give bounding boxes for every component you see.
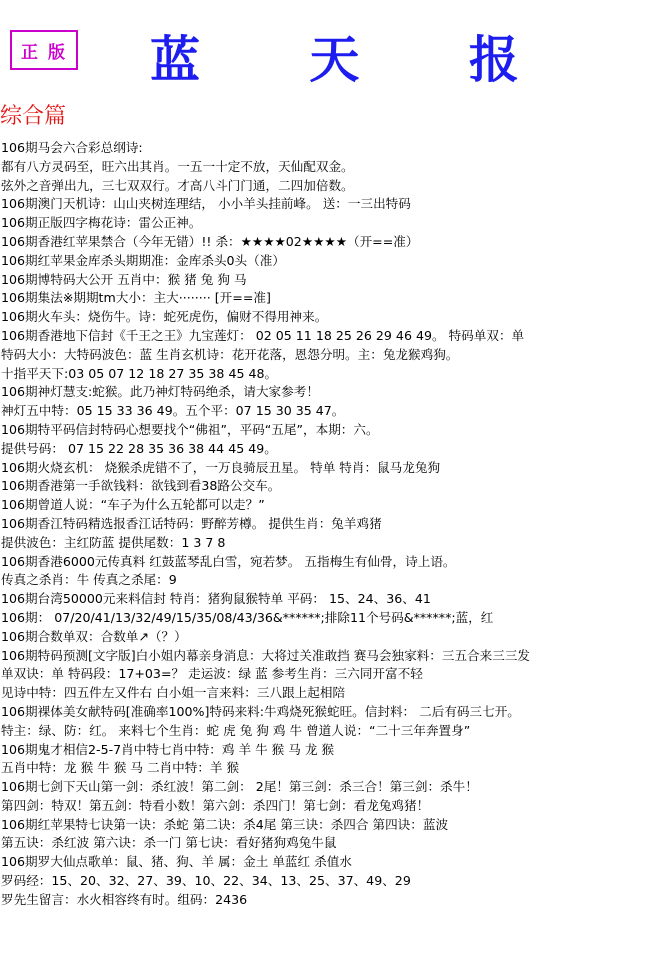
text-line: 106期香港第一手欲钱料：欲钱到看38路公交车。 [1,478,281,494]
text-line: 106期红苹果金库杀头期期准：金库杀头0头（准） [1,252,285,268]
text-line: 提供波色：主红防蓝 提供尾数：1 3 7 8 [1,534,226,550]
text-line: 106期鬼才相信2-5-7肖中特七肖中特：鸡 羊 牛 猴 马 龙 猴 [1,741,335,757]
text-line: 特主：绿、防：红。 来料七个生肖：蛇 虎 兔 狗 鸡 牛 曾道人说：“二十三年奔置身” [1,722,471,738]
text-line: 弦外之音弹出九，三七双双行。才高八斗门门通，二四加倍数。 [1,177,354,193]
text-line: 106期香港红苹果禁合（今年无错）!! 杀：★★★★02★★★★（开==准） [1,233,419,249]
text-line: 第四剑：特双！第五剑：特看小数！第六剑：杀四门！第七剑：看龙兔鸡猪！ [1,797,430,813]
text-line: 十指平天下:03 05 07 12 18 27 35 38 45 48。 [1,365,278,381]
text-line: 106期正版四字梅花诗：雷公正神。 [1,215,202,231]
authentic-badge: 正 版 [10,30,78,70]
text-line: 106期马会六合彩总纲诗: [1,140,143,155]
section-heading: 综合篇 [0,104,67,129]
text-line: 都有八方灵码至，旺六出其肖。一五一十定不放，天仙配双金。 [1,158,354,174]
text-line: 第五诀：杀红波 第六诀：杀一门 第七诀：看好猪狗鸡兔牛鼠 [1,835,337,851]
text-line: 特码大小：大特码波色：蓝 生肖玄机诗：花开花落，恩怨分明。主：兔龙猴鸡狗。 [1,346,459,362]
text-line: 106期罗大仙点歌单：鼠、猪、狗、羊 属：金土 单蓝红 杀值水 [1,854,352,870]
text-line: 106期裸体美女献特码[准确率100%]特码来料:牛鸡烧死猴蛇旺。信封料： 二后有码三七开。 [1,703,520,719]
text-line: 传真之杀肖：牛 传真之杀尾：9 [1,572,177,588]
text-line: 106期神灯慧支:蛇猴。此乃神灯特码绝杀，请大家参考！ [1,384,319,400]
text-line: 提供号码： 07 15 22 28 35 36 38 44 45 49。 [1,440,277,456]
page-title: 蓝 天 报 [150,30,565,89]
text-line: 罗码经：15、20、32、27、39、10、22、34、13、25、37、49、29 [1,873,411,889]
text-line: 单双诀：单 特码段：17+03=？ 走运波：绿 蓝 参考生肖：三六同开富不轻 [1,666,423,682]
text-line: 106期香港6000元传真料 红鼓蓝琴乱白雪，宛若梦。 五指梅生有仙骨，诗上语。 [1,553,456,569]
text-line: 106期博特码大公开 五肖中：猴 猪 兔 狗 马 [1,271,247,287]
content-lines [0,139,652,910]
text-line: 106期： 07/20/41/13/32/49/15/35/08/43/36&******;排除11个号码&******;蓝，红 [1,609,494,625]
text-line: 106期台湾50000元来料信封 特肖：猪狗鼠猴特单 平码： 15、24、36、41 [1,591,431,607]
text-line: 106期火烧玄机： 烧猴杀虎错不了，一万良骑辰丑星。 特单 特肖：鼠马龙兔狗 [1,459,441,475]
text-line: 见诗中特：四五件左又件右 白小姐一言来料：三八跟上起相陪 [1,685,346,701]
text-line: 106期特码预测[文字版]白小姐内幕亲身消息：大将过关准敢挡 赛马会独家料：三五合来三三发 [1,647,531,663]
text-line: 106期红苹果特七诀第一诀：杀蛇 第二诀：杀4尾 第三诀：杀四合 第四诀：蓝波 [1,816,449,832]
text-line: 106期特平码信封特码心想要找个“佛祖”，平码“五尾”，本期：六。 [1,421,379,437]
text-line: 106期七剑下天山第一剑：杀红波！第二剑： 2尾！第三剑：杀三合！第三剑：杀牛！ [1,779,478,795]
text-line: 106期香港地下信封《千王之王》九宝莲灯： 02 05 11 18 25 26 29 46 49。 特码单双：单 [1,327,525,343]
text-line: 五肖中特：龙 猴 牛 猴 马 二肖中特：羊 猴 [1,760,240,776]
text-line: 神灯五中特：05 15 33 36 49。五个平：07 15 30 35 47。 [1,403,345,419]
text-line: 106期集法※期期tm大小：主大········ [开==准] [1,290,271,306]
text-line: 106期火车头：烧伤牛。诗：蛇死虎伤，偏财不得用神来。 [1,309,328,325]
text-line: 106期合数单双：合数单↗（？） [1,628,187,644]
text-line: 106期曾道人说：“车子为什么五轮都可以走？” [1,497,265,513]
text-line: 106期澳门天机诗：山山夹树连理结， 小小羊头挂前峰。 送：一三出特码 [1,196,411,212]
text-line: 罗先生留言：水火相容终有时。组码：2436 [1,891,248,907]
text-line: 106期香江特码精选报香江话特码：野醉芳樽。 提供生肖：兔羊鸡猪 [1,515,382,531]
